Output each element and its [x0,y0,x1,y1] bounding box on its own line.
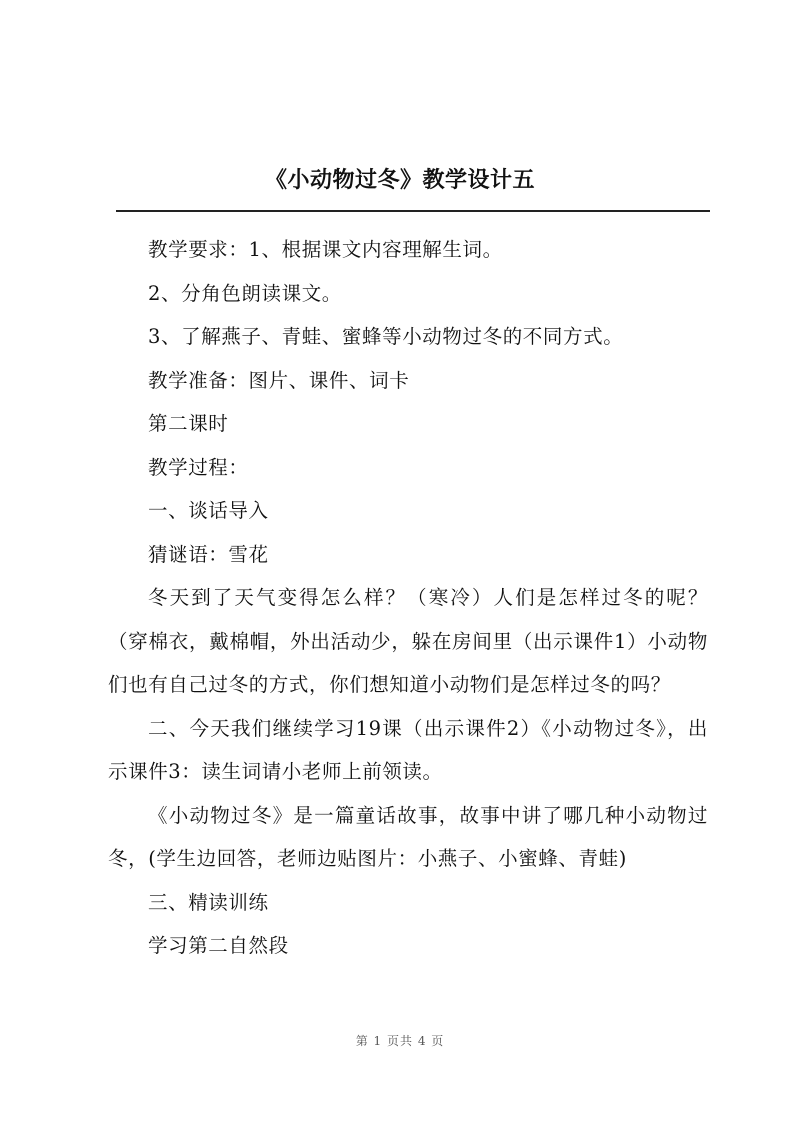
paragraph-second-lesson: 第二课时 [148,412,229,435]
paragraph-section-3-heading: 三、精读训练 [148,890,269,914]
title-divider [116,210,710,212]
paragraph-section-1-heading: 一、谈话导入 [148,499,269,522]
paragraph-section-2: 二、今天我们继续学习19课（出示课件2）《小动物过冬》，出示课件3：读生词请小老师上前领读。 [108,716,708,783]
paragraph-requirement-2: 2、分角色朗读课文。 [148,281,342,305]
paragraph-story-intro: 《小动物过冬》是一篇童话故事，故事中讲了哪几种小动物过冬，(学生边回答，老师边贴图片：小燕子、小蜜蜂、青蛙) [108,803,708,870]
paragraph-study-second-paragraph: 学习第二自然段 [148,934,289,957]
paragraph-requirement-3: 3、了解燕子、青蛙、蜜蜂等小动物过冬的不同方式。 [148,325,624,348]
paragraph-teaching-process: 教学过程： [148,455,249,479]
page-footer: 第 1 页共 4 页 [355,1034,445,1048]
paragraph-riddle: 猜谜语：雪花 [148,542,269,566]
paragraph-winter-discussion: 冬天到了天气变得怎么样？（寒冷）人们是怎样过冬的呢？（穿棉衣，戴棉帽，外出活动少，躲在房间里（出示课件1）小动物们也有自己过冬的方式，你们想知道小动物们是怎样过冬的吗？ [108,586,708,696]
paragraph-teaching-requirements: 教学要求：1、根据课文内容理解生词。 [148,238,503,261]
document-body [108,228,708,968]
paragraph-teaching-preparation: 教学准备：图片、课件、词卡 [148,368,410,392]
document-title: 《小动物过冬》教学设计五 [264,168,535,193]
